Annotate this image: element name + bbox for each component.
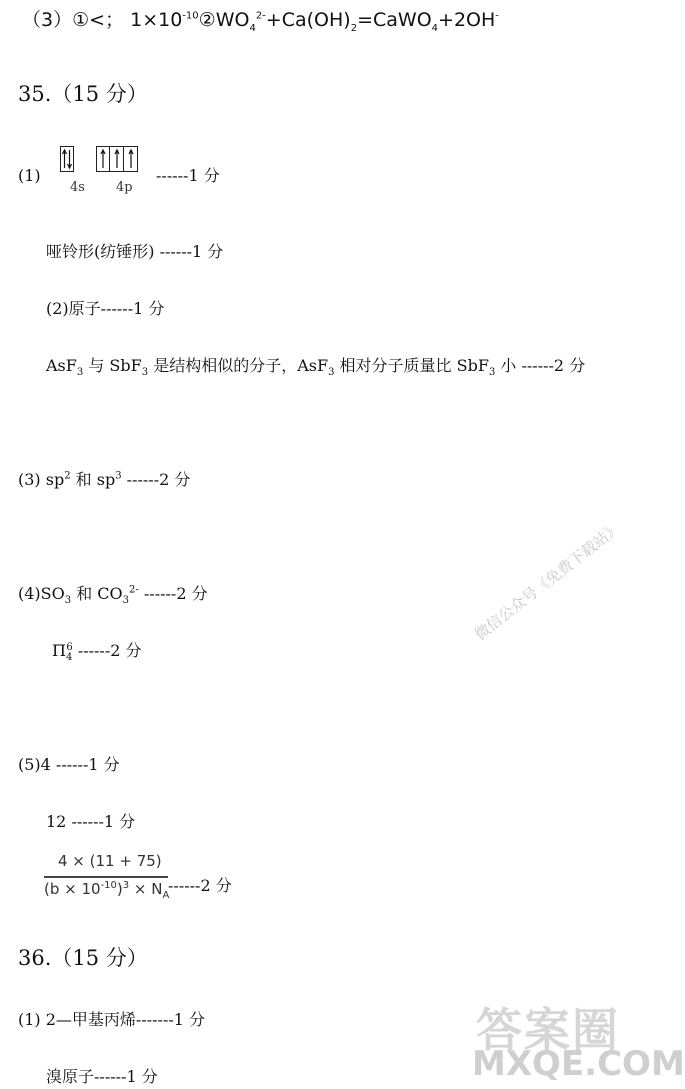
orbital-box <box>96 146 110 172</box>
less-than: <； <box>89 9 125 31</box>
q35-header: 35.（15 分） <box>18 82 148 106</box>
q35-p2-line2: AsF$_3$ 与 SbF$_3$ 是结构相似的分子，AsF$_3$ 相对分子质量比 SbF$_3$ 小 ------2 分 <box>46 356 586 379</box>
watermark: 微信公众号《免费下载站》 <box>471 518 625 644</box>
site-logo <box>472 994 685 1086</box>
orbital-label-4s: 4s <box>70 180 85 195</box>
orbital-box <box>110 146 124 172</box>
q36-p1: (1) 2—甲基丙烯-------1 分 <box>18 1010 206 1029</box>
up-down-arrows-icon <box>61 147 73 171</box>
q35-p1-label: (1) <box>18 166 41 185</box>
q36-header: 36.（15 分） <box>18 946 148 970</box>
orbital-label-4p: 4p <box>116 180 133 195</box>
up-arrow-icon <box>125 147 137 171</box>
ksp-value: $1\times 10^{-10}$ <box>130 9 199 31</box>
logo-url: MXQE.COM <box>472 1044 685 1084</box>
q35-p3: (3) $sp^2$ 和 $sp^3$ ------2 分 <box>18 470 191 489</box>
fraction-denominator: $(b \times 10^{-10})^3 \times N_A$ <box>44 880 170 901</box>
orbital-4s <box>60 146 74 172</box>
q35-p5-frac-score: ------2 分 <box>168 876 232 895</box>
ionic-equation: $WO_4^{2-}+Ca(OH)_2=CaWO_4+2OH^-$ <box>215 9 499 34</box>
up-arrow-icon <box>97 147 109 171</box>
orbital-box <box>124 146 138 172</box>
circled-one: ① <box>72 9 90 31</box>
circled-two: ② <box>198 9 216 31</box>
orbital-4p <box>96 146 138 172</box>
logo-text: 答案圈 <box>476 1003 620 1057</box>
q35-p4: $(4)SO_3$ 和 $CO_3^{2-}$ ------2 分 <box>18 584 208 607</box>
up-arrow-icon <box>111 147 123 171</box>
q35-p5-line2: 12 ------1 分 <box>46 812 136 831</box>
fraction-numerator: 4 × (11 + 75) <box>58 852 162 870</box>
density-fraction <box>44 852 170 912</box>
q35-p1-shape: 哑铃形(纺锤形) ------1 分 <box>46 242 224 261</box>
q34-part3-line <box>22 8 499 32</box>
q35-p5-line1: (5)4 ------1 分 <box>18 755 120 774</box>
q35-p4-pi: $\Pi_4^6$ ------2 分 <box>52 641 142 664</box>
part-number: （3） <box>22 9 73 31</box>
orbital-box <box>60 146 74 172</box>
q35-p2-line1: (2)原子------1 分 <box>46 299 165 318</box>
q35-p1-score: ------1 分 <box>156 166 220 185</box>
fraction-bar <box>44 876 168 878</box>
q36-p1b: 溴原子------1 分 <box>46 1067 158 1086</box>
orbital-diagram <box>60 146 152 202</box>
